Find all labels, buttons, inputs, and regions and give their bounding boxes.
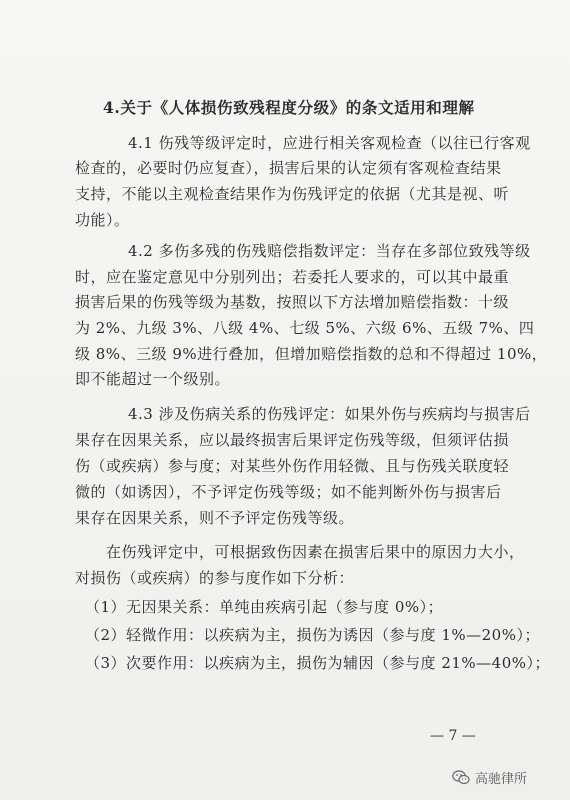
paragraph-line: 果存在因果关系，应以最终损害后果评定伤残等级，但须评估损 (75, 431, 510, 449)
watermark-text: 高驰律所 (475, 772, 528, 787)
paragraph-line: 即不能超过一个级别。 (75, 370, 231, 388)
paragraph-line: 为 2%、九级 3%、八级 4%、七级 5%、六级 6%、五级 7%、四 (75, 319, 535, 337)
paragraph-line: 功能）。 (75, 211, 130, 229)
list-item: （3）次要作用：以疾病为主，损伤为辅因（参与度 21%—40%）； (85, 654, 550, 672)
paragraph-line: 微的（如诱因），不予评定伤残等级；如不能判断外伤与损害后 (75, 483, 502, 501)
paragraph-line: 4.3 涉及伤病关系的伤残评定：如果外伤与疾病均与损害后 (128, 405, 531, 423)
watermark (452, 768, 527, 787)
list-item: （2）轻微作用：以疾病为主，损伤为诱因（参与度 1%—20%）； (85, 626, 540, 644)
paragraph-line: 在伤残评定中，可根据致伤因素在损害后果中的原因力大小， (106, 543, 525, 561)
paragraph-line: 果存在因果关系，则不予评定伤残等级。 (75, 509, 355, 527)
page-number: — 7 — (430, 728, 476, 744)
wechat-icon (452, 770, 470, 785)
paragraph-line: 检查的，必要时仍应复查），损害后果的认定须有客观检查结果 (75, 159, 502, 177)
paragraph-line: 4.2 多伤多残的伤残赔偿指数评定：当存在多部位致残等级 (128, 242, 531, 260)
list-item: （1）无因果关系：单纯由疾病引起（参与度 0%）； (85, 598, 444, 616)
paragraph-line: 支持，不能以主观检查结果作为伤残评定的依据（尤其是视、听 (75, 185, 510, 203)
paragraph-line: 伤（或疾病）参与度；对某些外伤作用轻微、且与伤残关联度轻 (75, 457, 510, 475)
section-heading: 4.关于《人体损伤致残程度分级》的条文适用和理解 (103, 98, 475, 117)
paragraph-line: 级 8%、三级 9%进行叠加，但增加赔偿指数的总和不得超过 10%， (75, 345, 548, 363)
paragraph-line: 时，应在鉴定意见中分别列出；若委托人要求的，可以其中最重 (75, 268, 510, 286)
paragraph-line: 对损伤（或疾病）的参与度作如下分析： (75, 569, 355, 587)
paragraph-line: 4.1 伤残等级评定时，应进行相关客观检查（以往已行客观 (128, 134, 531, 152)
paragraph-line: 损害后果的伤残等级为基数，按照以下方法增加赔偿指数：十级 (75, 293, 510, 311)
